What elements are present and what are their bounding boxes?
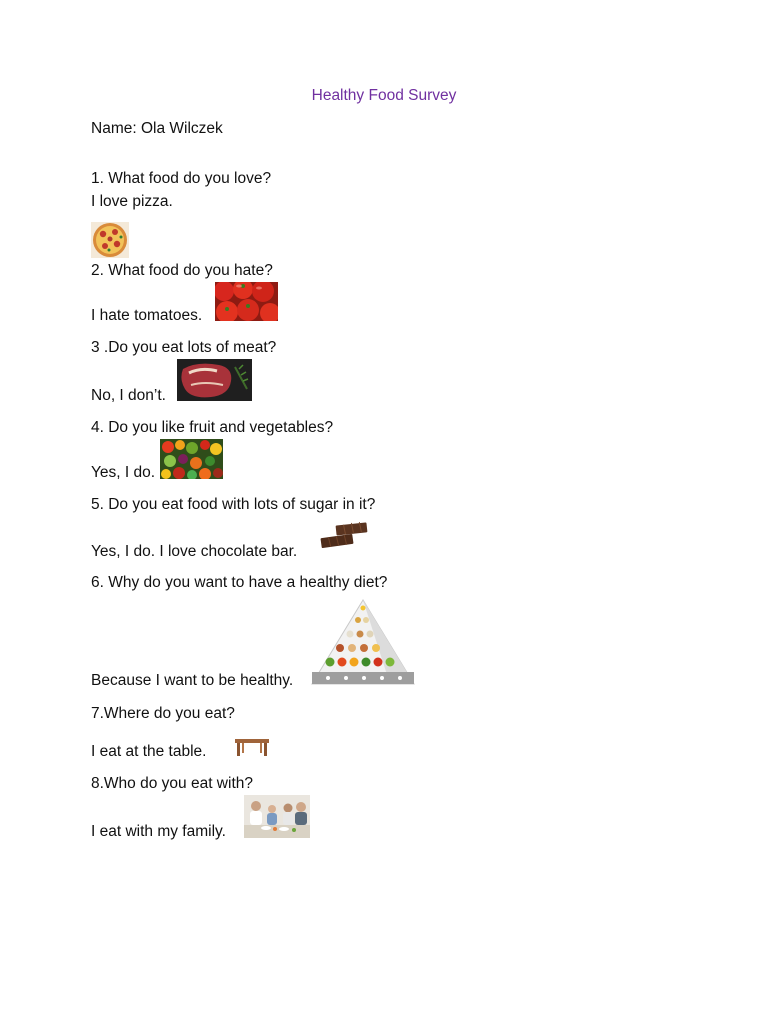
question-2: 2. What food do you hate? [91,262,273,279]
answer-6: Because I want to be healthy. [91,672,294,689]
question-7: 7.Where do you eat? [91,705,235,722]
answer-7: I eat at the table. [91,743,207,760]
answer-2: I hate tomatoes. [91,307,203,324]
question-1: 1. What food do you love? [91,170,272,187]
pizza-image [91,222,129,258]
question-3: 3 .Do you eat lots of meat? [91,339,277,356]
question-6: 6. Why do you want to have a healthy diet? [91,574,388,591]
answer-4: Yes, I do. [91,464,156,481]
chocolate-bar-image [318,520,370,552]
tomatoes-image [215,282,278,321]
answer-8: I eat with my family. [91,823,226,840]
page-title: Healthy Food Survey [311,87,457,104]
answer-5: Yes, I do. I love chocolate bar. [91,543,298,560]
fruit-vegetables-image [160,439,223,479]
answer-3: No, I don’t. [91,387,166,404]
question-8: 8.Who do you eat with? [91,775,253,792]
question-4: 4. Do you like fruit and vegetables? [91,419,334,436]
table-image [234,737,270,757]
name-line: Name: Ola Wilczek [91,120,223,137]
steak-image [177,359,252,401]
question-5: 5. Do you eat food with lots of sugar in it? [91,496,376,513]
food-pyramid-image [308,598,418,686]
answer-1: I love pizza. [91,193,173,210]
family-image [244,795,310,838]
